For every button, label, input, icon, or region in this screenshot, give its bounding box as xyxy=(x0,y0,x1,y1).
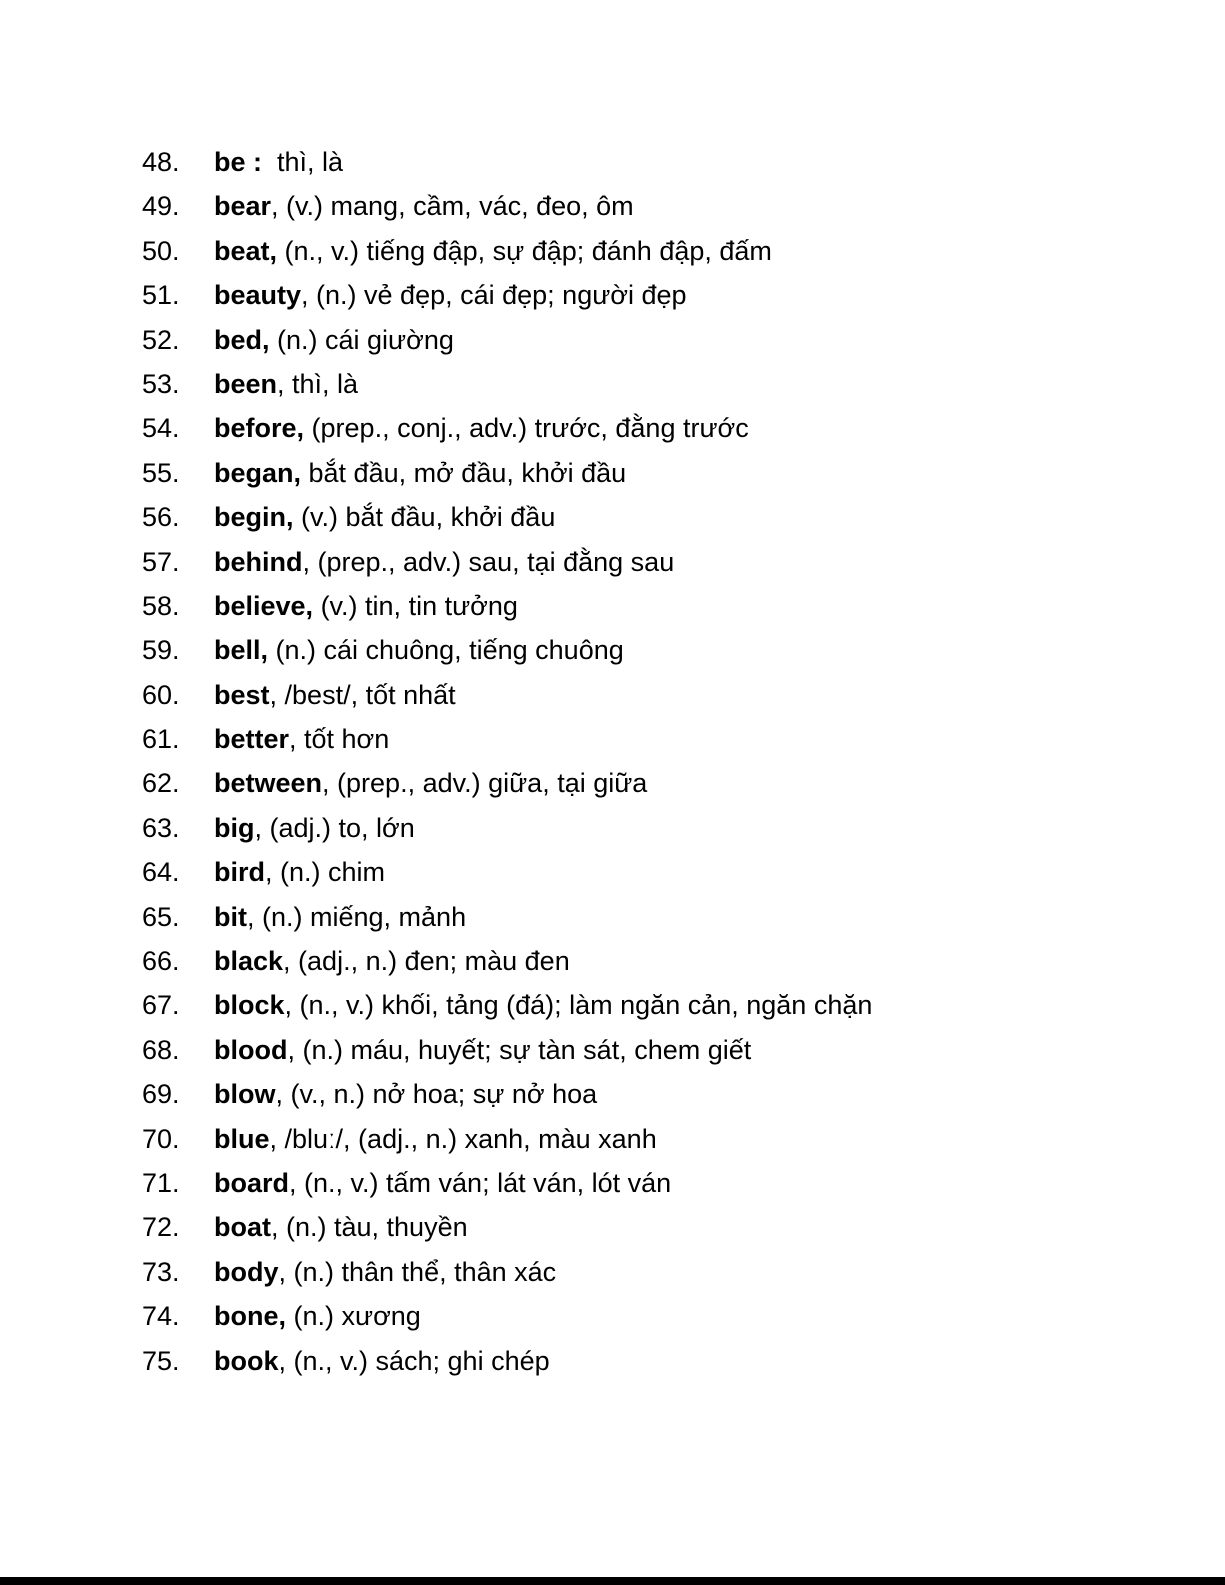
vocab-entry xyxy=(142,451,1142,495)
entry-word: better xyxy=(214,724,290,755)
entry-number: 75. xyxy=(142,1345,180,1376)
entry-number: 67. xyxy=(142,990,180,1021)
entry-definition: , (prep., adv.) sau, tại đằng sau xyxy=(302,546,675,577)
vocab-entry xyxy=(142,1117,1142,1161)
vocab-entry xyxy=(142,1205,1142,1249)
entry-definition: , (n., v.) khối, tảng (đá); làm ngăn cản, ngăn chặn xyxy=(284,990,873,1021)
entry-number: 50. xyxy=(142,235,180,266)
entry-word: beauty xyxy=(214,280,302,311)
entry-definition: (n., v.) tiếng đập, sự đập; đánh đập, đấm xyxy=(277,235,772,266)
vocab-entry xyxy=(142,939,1142,983)
entry-definition: (prep., conj., adv.) trước, đằng trước xyxy=(304,413,749,444)
entry-word: behind xyxy=(214,546,303,577)
entry-word: be : xyxy=(214,147,263,177)
entry-number: 60. xyxy=(142,679,180,710)
entry-definition: , (n.) tàu, thuyền xyxy=(271,1212,468,1243)
entry-number: 73. xyxy=(142,1256,180,1287)
entry-number: 64. xyxy=(142,857,180,888)
vocab-entry xyxy=(142,1072,1142,1116)
entry-word: big xyxy=(214,812,255,843)
entry-word: board xyxy=(214,1167,290,1198)
entry-word: bell, xyxy=(214,635,269,666)
entry-word: best xyxy=(214,679,270,710)
entry-number: 71. xyxy=(142,1167,180,1198)
vocab-entry xyxy=(142,495,1142,539)
entry-definition: , /bluː/, (adj., n.) xanh, màu xanh xyxy=(269,1123,657,1154)
entry-number: 49. xyxy=(142,191,180,222)
entry-definition: , /best/, tốt nhất xyxy=(269,679,456,710)
entry-number: 55. xyxy=(142,457,180,488)
entry-number: 62. xyxy=(142,768,180,799)
entry-word: beat, xyxy=(214,235,278,266)
entry-definition: , (n.) chim xyxy=(265,857,386,888)
entry-definition: , (v., n.) nở hoa; sự nở hoa xyxy=(275,1079,598,1110)
entry-number: 61. xyxy=(142,724,180,755)
entry-number: 53. xyxy=(142,368,180,399)
entry-word: before, xyxy=(214,413,305,444)
entry-definition: (n.) cái chuông, tiếng chuông xyxy=(268,635,624,666)
entry-word: black xyxy=(214,946,284,977)
entry-number: 58. xyxy=(142,590,180,621)
vocab-entry xyxy=(142,273,1142,317)
entry-number: 65. xyxy=(142,901,180,932)
vocab-entry xyxy=(142,717,1142,761)
entry-number: 54. xyxy=(142,413,180,444)
entry-definition: , (n.) thân thể, thân xác xyxy=(278,1256,557,1287)
entry-word: bone, xyxy=(214,1301,286,1332)
vocab-entry xyxy=(142,983,1142,1027)
entry-number: 56. xyxy=(142,502,180,533)
entry-number: 69. xyxy=(142,1079,180,1110)
entry-word: blow xyxy=(214,1079,276,1110)
entry-definition: (n.) xương xyxy=(286,1301,421,1332)
vocab-entry xyxy=(142,140,1142,184)
vocab-entry xyxy=(142,1250,1142,1294)
entry-definition: , thì, là xyxy=(277,368,359,399)
entry-number: 51. xyxy=(142,280,180,311)
vocab-entry xyxy=(142,628,1142,672)
entry-definition: , (n., v.) sách; ghi chép xyxy=(278,1345,550,1376)
vocab-entry xyxy=(142,1339,1142,1383)
vocab-entry xyxy=(142,850,1142,894)
entry-definition: , (n.) máu, huyết; sự tàn sát, chem giết xyxy=(287,1034,752,1065)
vocab-entry xyxy=(142,1028,1142,1072)
vocab-entry xyxy=(142,1161,1142,1205)
entry-definition: , (adj.) to, lớn xyxy=(254,812,415,843)
entry-number: 68. xyxy=(142,1034,180,1065)
entry-definition: , tốt hơn xyxy=(289,724,390,755)
vocab-entry xyxy=(142,1294,1142,1338)
entry-definition: (v.) tin, tin tưởng xyxy=(313,590,518,621)
entry-word: bed, xyxy=(214,324,270,355)
entry-word: begin, xyxy=(214,502,294,533)
entry-number: 57. xyxy=(142,546,180,577)
entry-definition: , (adj., n.) đen; màu đen xyxy=(283,946,570,977)
entry-word: blue xyxy=(214,1123,270,1154)
entry-number: 70. xyxy=(142,1123,180,1154)
entry-number: 52. xyxy=(142,324,180,355)
entry-word: blood xyxy=(214,1034,288,1065)
vocab-entry xyxy=(142,406,1142,450)
entry-number: 74. xyxy=(142,1301,180,1332)
entry-definition: thì, là xyxy=(262,147,344,177)
entry-word: bird xyxy=(214,857,265,888)
entry-definition: bắt đầu, mở đầu, khởi đầu xyxy=(301,457,627,488)
vocab-entry xyxy=(142,895,1142,939)
entry-number: 48. xyxy=(142,147,180,177)
entry-word: believe, xyxy=(214,590,314,621)
vocabulary-list xyxy=(142,140,1142,1383)
entry-number: 72. xyxy=(142,1212,180,1243)
entry-definition: , (n.) miếng, mảnh xyxy=(247,901,467,932)
entry-definition: , (n., v.) tấm ván; lát ván, lót ván xyxy=(289,1167,672,1198)
vocab-entry xyxy=(142,673,1142,717)
vocab-entry xyxy=(142,362,1142,406)
page-bottom-edge xyxy=(0,1577,1225,1585)
entry-definition: , (prep., adv.) giữa, tại giữa xyxy=(322,768,648,799)
entry-number: 63. xyxy=(142,812,180,843)
vocab-entry xyxy=(142,318,1142,362)
entry-word: block xyxy=(214,990,285,1021)
entry-word: between xyxy=(214,768,323,799)
entry-definition: , (n.) vẻ đẹp, cái đẹp; người đẹp xyxy=(301,280,687,311)
entry-word: been xyxy=(214,368,278,399)
entry-number: 59. xyxy=(142,635,180,666)
vocab-entry xyxy=(142,540,1142,584)
entry-word: book xyxy=(214,1345,279,1376)
entry-word: began, xyxy=(214,457,302,488)
vocab-entry xyxy=(142,584,1142,628)
entry-word: boat xyxy=(214,1212,271,1243)
entry-definition: (n.) cái giường xyxy=(269,324,454,355)
vocab-entry xyxy=(142,229,1142,273)
vocab-entry xyxy=(142,806,1142,850)
entry-definition: (v.) bắt đầu, khởi đầu xyxy=(293,502,556,533)
entry-definition: , (v.) mang, cầm, vác, đeo, ôm xyxy=(271,191,634,222)
entry-word: body xyxy=(214,1256,279,1287)
vocab-entry xyxy=(142,761,1142,805)
entry-number: 66. xyxy=(142,946,180,977)
vocab-entry xyxy=(142,184,1142,228)
entry-word: bear xyxy=(214,191,272,222)
entry-word: bit xyxy=(214,901,247,932)
